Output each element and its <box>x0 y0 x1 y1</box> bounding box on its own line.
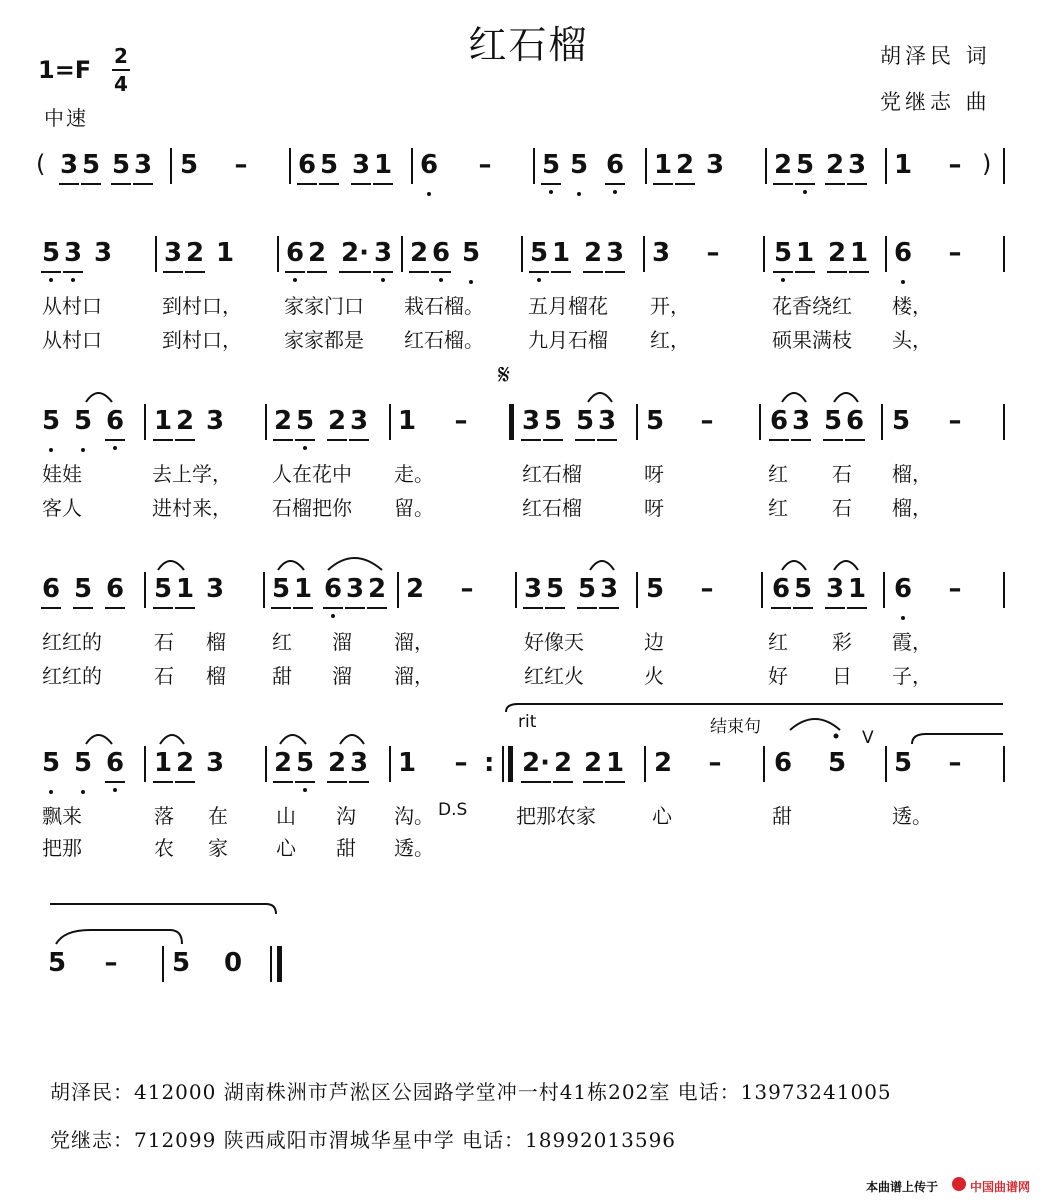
slur <box>782 561 806 570</box>
dash: – <box>460 574 474 604</box>
barline <box>1003 404 1005 440</box>
note: 2 <box>409 238 429 268</box>
slur <box>160 735 184 744</box>
barline <box>144 572 146 608</box>
note: 2 <box>827 238 847 268</box>
upload-note: 本曲谱上传于 <box>866 1180 939 1194</box>
slur <box>590 561 614 570</box>
note: 2 <box>175 748 195 778</box>
note: 3 <box>825 574 845 604</box>
lyricist-credit: 胡泽民 词 <box>880 44 991 68</box>
note: 5 <box>111 150 131 180</box>
lyric: 甜 <box>272 664 292 688</box>
note: 2 <box>273 748 293 778</box>
note: 5 <box>793 574 813 604</box>
barline <box>533 148 535 184</box>
note: 2 <box>273 406 293 436</box>
lyric: 石 <box>154 630 174 654</box>
barline <box>645 148 647 184</box>
note: 2 <box>653 748 673 778</box>
note: 1 <box>653 150 673 180</box>
note: 3 <box>351 150 371 180</box>
note: 3 <box>163 238 183 268</box>
note: 5 <box>295 406 315 436</box>
lyric: 甜 <box>336 836 356 860</box>
lyric: 沟 <box>336 804 356 828</box>
barline <box>763 746 765 782</box>
note: 1 <box>293 574 313 604</box>
barline <box>885 236 887 272</box>
lyric: 石 <box>154 664 174 688</box>
note: 5 <box>41 748 61 778</box>
dash: – <box>948 748 962 778</box>
note: 5 <box>461 238 481 268</box>
open-paren: ( <box>36 150 46 178</box>
note: 3 <box>59 150 79 180</box>
lyric: 红石榴。 <box>404 328 484 352</box>
meter-bottom: 4 <box>114 72 128 96</box>
note: 3 <box>651 238 671 268</box>
note: 6 <box>297 150 317 180</box>
tie <box>56 930 182 944</box>
lyric: 去上学， <box>152 462 232 486</box>
barline <box>277 236 279 272</box>
note: 2 <box>773 150 793 180</box>
barline <box>397 572 399 608</box>
tempo-marking: 中速 <box>44 106 88 130</box>
note: 1 <box>551 238 571 268</box>
lyric: 呀 <box>644 462 664 486</box>
note: 3 <box>599 574 619 604</box>
note: 5 <box>319 150 339 180</box>
ending-bracket <box>506 704 1003 712</box>
note: 1 <box>893 150 913 180</box>
barline <box>883 572 885 608</box>
lyric: 好像天 <box>524 630 584 654</box>
site-name[interactable]: 中国曲谱网 <box>970 1180 1031 1194</box>
note: 2 <box>553 748 573 778</box>
note: 5 <box>73 748 93 778</box>
rit-marking: rit <box>518 712 537 732</box>
song-title: 红石榴 <box>468 23 589 67</box>
slur <box>278 561 304 570</box>
score-row-1 <box>0 148 1057 228</box>
lyric: 榴 <box>206 630 226 654</box>
lyric: 从村口 <box>42 328 102 352</box>
note: 3 <box>605 238 625 268</box>
lyric: 九月石榴 <box>528 328 608 352</box>
barline <box>521 236 523 272</box>
lyric: 留。 <box>394 496 434 520</box>
barline <box>144 746 146 782</box>
lyric: 红石榴 <box>522 496 582 520</box>
dash: – <box>706 238 720 268</box>
site-logo-icon <box>952 1177 966 1191</box>
note: 3 <box>93 238 113 268</box>
barline <box>1003 236 1005 272</box>
breath-mark: V <box>862 728 874 748</box>
footer-line-1: 胡泽民：412000 湖南株洲市芦淞区公园路学堂冲一村41栋202室 电话：13973241005 <box>50 1080 892 1104</box>
lyric: 进村来， <box>152 496 232 520</box>
repeat-dots: : <box>484 748 495 778</box>
note: 6 <box>105 748 125 778</box>
note: 2 <box>583 748 603 778</box>
lyric: 到村口， <box>162 328 242 352</box>
lyric: 娃娃 <box>42 462 82 486</box>
time-signature <box>112 44 130 96</box>
barline <box>765 148 767 184</box>
barline <box>885 746 887 782</box>
lyric: 火 <box>644 664 664 688</box>
barline <box>761 572 763 608</box>
dash: – <box>700 574 714 604</box>
barline <box>265 404 267 440</box>
lyric: 沟。 <box>394 804 434 828</box>
note: 6 <box>769 406 789 436</box>
fermata-arc <box>790 719 840 730</box>
lyric: 红红的 <box>42 630 102 654</box>
dash: – <box>454 748 468 778</box>
lyric: 透。 <box>394 836 434 860</box>
lyric: 溜 <box>332 664 352 688</box>
note: 2 <box>327 406 347 436</box>
note: 5 <box>827 748 847 778</box>
lyric: 榴， <box>892 462 932 486</box>
note: 2 <box>175 406 195 436</box>
note: 1 <box>175 574 195 604</box>
note: 2· <box>338 236 372 270</box>
dash: – <box>948 150 962 180</box>
lyric: 榴 <box>206 664 226 688</box>
note: 3 <box>521 406 541 436</box>
barline <box>759 404 761 440</box>
barline <box>162 946 164 982</box>
note: 3 <box>847 150 867 180</box>
lyric: 人在花中 <box>272 462 352 486</box>
lyric: 家家门口 <box>284 294 364 318</box>
lyric: 红 <box>272 630 292 654</box>
lyric: 心 <box>652 804 672 828</box>
score-row-6 <box>0 946 1057 1026</box>
slur <box>86 735 112 744</box>
note: 3 <box>597 406 617 436</box>
barline <box>263 572 265 608</box>
barline <box>636 404 638 440</box>
note: 3 <box>205 748 225 778</box>
note: 6 <box>893 574 913 604</box>
meter-top: 2 <box>114 44 128 68</box>
note: 1 <box>605 748 625 778</box>
note: 6 <box>41 574 61 604</box>
note: 3 <box>345 574 365 604</box>
note: 6 <box>893 238 913 268</box>
ds-marking: D.S <box>438 800 468 820</box>
note: 5 <box>773 238 793 268</box>
close-paren: ) <box>982 150 992 178</box>
key-signature: 1=F <box>38 56 92 84</box>
note: 0 <box>223 948 243 978</box>
segno-sign: 𝄋 <box>498 358 511 391</box>
barline <box>636 572 638 608</box>
lyric: 石 <box>832 496 852 520</box>
barline <box>1003 572 1005 608</box>
note: 1 <box>795 238 815 268</box>
note: 1 <box>215 238 235 268</box>
lyric: 石榴把你 <box>272 496 352 520</box>
note: 5 <box>73 406 93 436</box>
lyric: 边 <box>644 630 664 654</box>
slur <box>588 393 612 402</box>
repeat-end-barline-thick <box>508 746 513 782</box>
slur <box>280 735 306 744</box>
note: 3 <box>349 748 369 778</box>
lyric: 开， <box>650 294 690 318</box>
note: 2 <box>825 150 845 180</box>
tie-start <box>912 734 1003 744</box>
note: 2 <box>675 150 695 180</box>
dash: – <box>104 948 118 978</box>
lyric: 红石榴 <box>522 462 582 486</box>
lyric: 呀 <box>644 496 664 520</box>
note: 5 <box>645 406 665 436</box>
dash: – <box>454 406 468 436</box>
note: 2 <box>185 238 205 268</box>
note: 1 <box>847 574 867 604</box>
note: 5 <box>295 748 315 778</box>
slur <box>834 561 858 570</box>
lyric: 霞， <box>892 630 932 654</box>
barline <box>515 572 517 608</box>
note: 6 <box>845 406 865 436</box>
note: 5 <box>575 406 595 436</box>
lyric: 溜， <box>394 664 434 688</box>
lyric: 头， <box>892 328 932 352</box>
barline <box>643 236 645 272</box>
note: 5 <box>179 150 199 180</box>
lyric: 从村口 <box>42 294 102 318</box>
note: 1 <box>153 748 173 778</box>
final-barline-thick <box>277 946 282 982</box>
lyric: 把那农家 <box>516 804 596 828</box>
note: 5 <box>543 406 563 436</box>
lyric: 走。 <box>394 462 434 486</box>
tie-bracket <box>50 904 276 914</box>
lyric: 红， <box>650 328 690 352</box>
note: 1 <box>153 406 173 436</box>
barline <box>763 236 765 272</box>
note: 1 <box>849 238 869 268</box>
lyric: 日 <box>832 664 852 688</box>
slur <box>340 735 364 744</box>
note: 5 <box>41 406 61 436</box>
note: 5 <box>81 150 101 180</box>
note: 5 <box>893 748 913 778</box>
lyric: 在 <box>208 804 228 828</box>
note: 6 <box>431 238 451 268</box>
lyric: 红红火 <box>524 664 584 688</box>
barline <box>265 746 267 782</box>
ending-label: 结束句 <box>710 717 761 737</box>
note: 3 <box>349 406 369 436</box>
note: 5 <box>823 406 843 436</box>
dash: – <box>708 748 722 778</box>
final-barline-thin <box>270 946 272 982</box>
note: 6 <box>105 574 125 604</box>
note: 5 <box>47 948 67 978</box>
fermata-dot <box>834 734 839 739</box>
lyric: 硕果满枝 <box>772 328 852 352</box>
note: 2 <box>367 574 387 604</box>
note: 6 <box>419 150 439 180</box>
note: 5 <box>153 574 173 604</box>
dash: – <box>234 150 248 180</box>
barline <box>144 404 146 440</box>
slur <box>328 558 382 570</box>
note: 3 <box>791 406 811 436</box>
barline <box>411 148 413 184</box>
note: 5 <box>577 574 597 604</box>
lyric: 栽石榴。 <box>404 294 484 318</box>
note: 2 <box>327 748 347 778</box>
slur <box>158 561 184 570</box>
barline <box>389 746 391 782</box>
barline <box>170 148 172 184</box>
lyric: 客人 <box>42 496 82 520</box>
slur <box>86 393 112 402</box>
note: 5 <box>73 574 93 604</box>
note: 2· <box>520 746 552 780</box>
note: 6 <box>771 574 791 604</box>
lyric: 楼， <box>892 294 932 318</box>
note: 5 <box>541 150 561 180</box>
lyric: 飘来 <box>42 804 82 828</box>
lyric: 溜， <box>394 630 434 654</box>
note: 3 <box>133 150 153 180</box>
lyric: 家 <box>208 836 228 860</box>
lyric: 农 <box>154 836 174 860</box>
dash: – <box>700 406 714 436</box>
dash: – <box>948 406 962 436</box>
lyric: 五月榴花 <box>528 294 608 318</box>
lyric: 好 <box>768 664 788 688</box>
barline <box>1003 746 1005 782</box>
composer-credit: 党继志 曲 <box>880 90 991 114</box>
footer-line-2: 党继志：712099 陕西咸阳市渭城华星中学 电话：18992013596 <box>50 1128 677 1152</box>
lyric: 到村口， <box>162 294 242 318</box>
lyric: 花香绕红 <box>772 294 852 318</box>
note: 3 <box>705 150 725 180</box>
lyric: 石 <box>832 462 852 486</box>
barline <box>289 148 291 184</box>
lyric: 心 <box>276 836 296 860</box>
note: 5 <box>529 238 549 268</box>
note: 5 <box>171 948 191 978</box>
lyric: 榴， <box>892 496 932 520</box>
lyric: 红红的 <box>42 664 102 688</box>
note: 5 <box>271 574 291 604</box>
note: 3 <box>373 238 393 268</box>
note: 6 <box>323 574 343 604</box>
note: 6 <box>605 150 625 180</box>
lyric: 红 <box>768 462 788 486</box>
note: 5 <box>545 574 565 604</box>
dash: – <box>948 574 962 604</box>
slur <box>782 393 806 402</box>
note: 6 <box>773 748 793 778</box>
barline <box>644 746 646 782</box>
lyric: 把那 <box>42 836 82 860</box>
note: 5 <box>645 574 665 604</box>
note: 6 <box>105 406 125 436</box>
note: 5 <box>569 150 589 180</box>
note: 1 <box>397 406 417 436</box>
slur <box>834 393 858 402</box>
lyric: 山 <box>276 804 296 828</box>
barline <box>885 148 887 184</box>
dash: – <box>478 150 492 180</box>
note: 5 <box>41 238 61 268</box>
barline <box>389 404 391 440</box>
lyric: 落 <box>154 804 174 828</box>
note: 5 <box>795 150 815 180</box>
barline <box>155 236 157 272</box>
note: 6 <box>285 238 305 268</box>
dash: – <box>948 238 962 268</box>
repeat-end-barline-thin <box>502 746 504 782</box>
note: 2 <box>405 574 425 604</box>
lyric: 溜 <box>332 630 352 654</box>
lyric: 子， <box>892 664 932 688</box>
barline <box>401 236 403 272</box>
lyric: 红 <box>768 496 788 520</box>
note: 1 <box>397 748 417 778</box>
lyric: 甜 <box>772 804 792 828</box>
note: 3 <box>63 238 83 268</box>
lyric: 透。 <box>892 804 932 828</box>
repeat-start-barline <box>509 404 514 440</box>
note: 3 <box>523 574 543 604</box>
note: 3 <box>205 574 225 604</box>
lyric: 家家都是 <box>284 328 364 352</box>
note: 5 <box>891 406 911 436</box>
lyric: 彩 <box>832 630 852 654</box>
barline <box>881 404 883 440</box>
note: 2 <box>307 238 327 268</box>
note: 1 <box>373 150 393 180</box>
lyric: 红 <box>768 630 788 654</box>
note: 3 <box>205 406 225 436</box>
barline <box>1003 148 1005 184</box>
note: 2 <box>583 238 603 268</box>
